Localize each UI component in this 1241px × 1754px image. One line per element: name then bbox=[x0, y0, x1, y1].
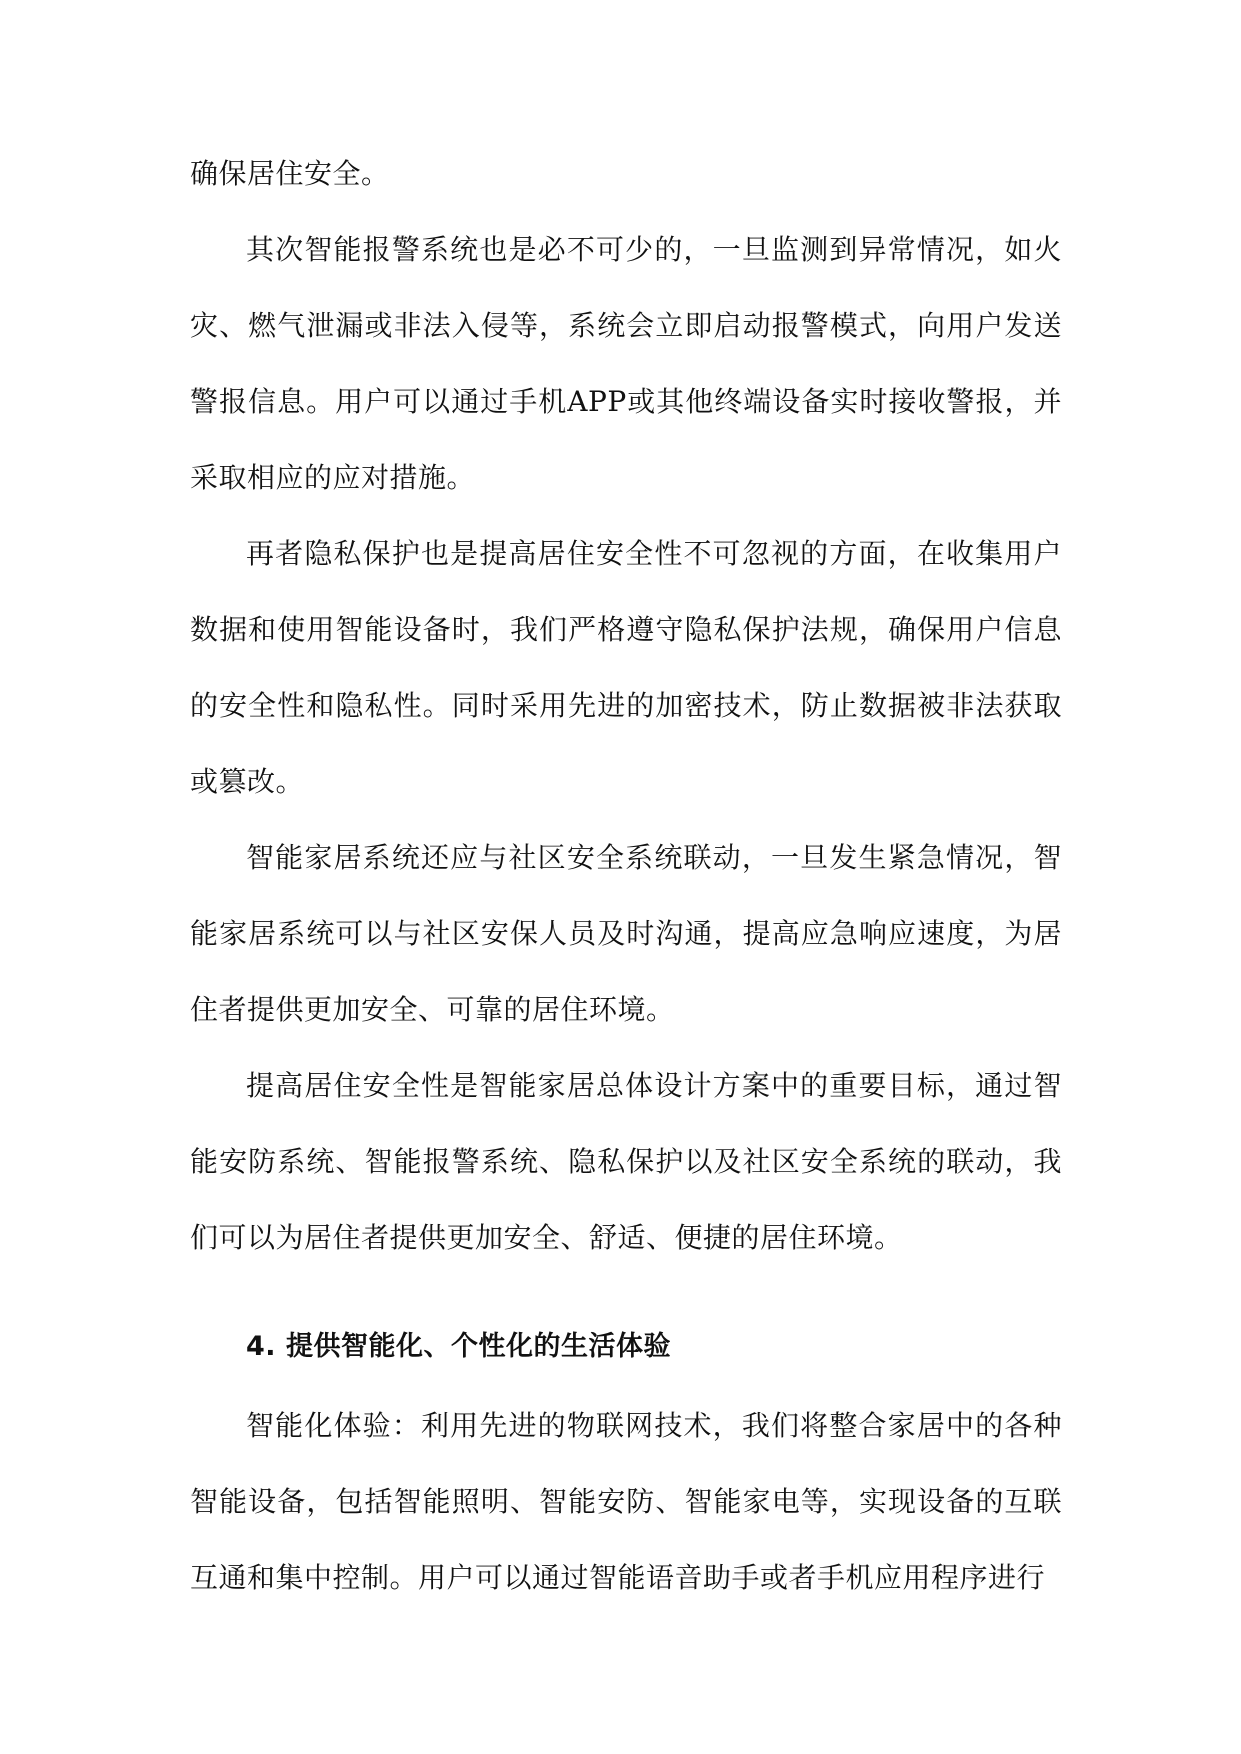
paragraph-3: 再者隐私保护也是提高居住安全性不可忽视的方面，在收集用户数据和使用智能设备时，我们严格遵守隐私保护法规，确保用户信息的安全性和隐私性。同时采用先进的加密技术，防止数据被非法获取或篡改。 bbox=[190, 537, 1062, 798]
paragraph-6: 智能化体验：利用先进的物联网技术，我们将整合家居中的各种智能设备，包括智能照明、智能安防、智能家电等，实现设备的互联互通和集中控制。用户可以通过智能语音助手或者手机应用程序进行 bbox=[190, 1409, 1062, 1594]
paragraph-5: 提高居住安全性是智能家居总体设计方案中的重要目标，通过智能安防系统、智能报警系统、隐私保护以及社区安全系统的联动，我们可以为居住者提供更加安全、舒适、便捷的居住环境。 bbox=[190, 1069, 1062, 1254]
paragraph-1: 确保居住安全。 bbox=[190, 157, 390, 190]
paragraph-4: 智能家居系统还应与社区安全系统联动，一旦发生紧急情况，智能家居系统可以与社区安保人员及时沟通，提高应急响应速度，为居住者提供更加安全、可靠的居住环境。 bbox=[190, 841, 1062, 1026]
document-body bbox=[190, 136, 1062, 1616]
paragraph-2: 其次智能报警系统也是必不可少的，一旦监测到异常情况，如火灾、燃气泄漏或非法入侵等，系统会立即启动报警模式，向用户发送警报信息。用户可以通过手机APP或其他终端设备实时接收警报，并采取相应的应对措施。 bbox=[190, 233, 1062, 494]
section-heading: 4. 提供智能化、个性化的生活体验 bbox=[246, 1331, 671, 1362]
